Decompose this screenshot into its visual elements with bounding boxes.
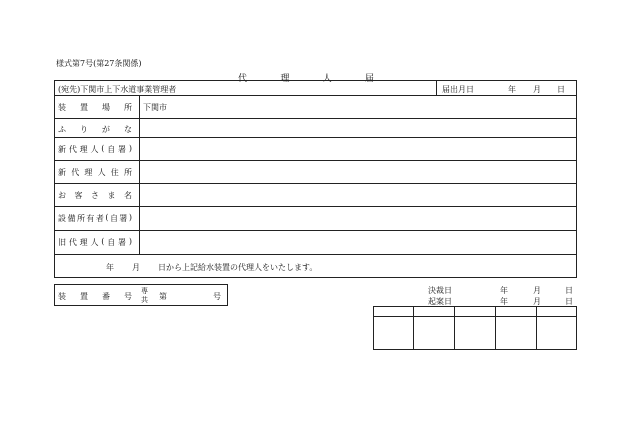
statement-year: 年 [106,263,114,272]
new-agent-address-field[interactable] [143,167,573,177]
device-location-field[interactable]: 下関市 [143,103,167,112]
filing-date-month: 月 [533,85,541,94]
draft-date-day: 日 [565,297,573,306]
stamp-cell[interactable] [455,317,494,349]
device-number-sen: 専 [141,287,148,295]
stamp-cell[interactable] [537,317,576,349]
device-number-field[interactable] [170,289,210,301]
title-char: 届 [364,74,374,84]
new-agent-signature-field[interactable] [143,144,573,154]
label-new-agent-address: 新 代 理 人 住 所 [58,168,132,177]
former-agent-signature-field[interactable] [143,237,573,247]
approval-date-day: 日 [565,286,573,295]
device-number-go: 号 [213,292,221,301]
label-furigana: ふ り が な [58,125,132,134]
statement-text: 日から上記給水装置の代理人をいたします。 [158,263,318,272]
customer-name-field[interactable] [143,190,573,200]
label-device-location: 装 置 場 所 [58,103,132,112]
approval-date-year: 年 [500,286,508,295]
label-new-agent-signature: 新 代 理 人 ( 自 署 ) [58,144,132,154]
label-customer-name: お 客 さ ま 名 [58,191,132,200]
device-number-kyo: 共 [141,296,148,304]
addressee: (宛先)下関市上下水道事業管理者 [58,85,177,94]
stamp-cell[interactable] [414,317,453,349]
label-equipment-owner-signature: 設 備 所 有 者 ( 自 署 ) [58,213,132,223]
main-form-table [54,80,577,278]
equipment-owner-signature-field[interactable] [143,213,573,223]
label-device-number: 装 置 番 号 [58,292,132,301]
statement-month: 月 [132,263,140,272]
filing-date-year: 年 [508,85,516,94]
stamp-cell[interactable] [496,317,535,349]
form-number: 様式第7号(第27条関係) [56,59,142,68]
approval-date-label: 決裁日 [428,286,452,295]
draft-date-year: 年 [500,297,508,306]
furigana-field[interactable] [143,124,573,134]
title-char: 人 [322,74,332,84]
stamp-cell[interactable] [374,317,412,349]
approval-date-month: 月 [533,286,541,295]
label-former-agent-signature: 旧 代 理 人 ( 自 署 ) [58,237,132,247]
device-number-dai: 第 [159,292,167,301]
draft-date-label: 起案日 [428,297,452,306]
filing-date-day: 日 [557,85,565,94]
title-char: 代 [238,74,248,84]
filing-date-label: 届出月日 [442,85,474,94]
title-char: 理 [280,74,290,84]
draft-date-month: 月 [533,297,541,306]
